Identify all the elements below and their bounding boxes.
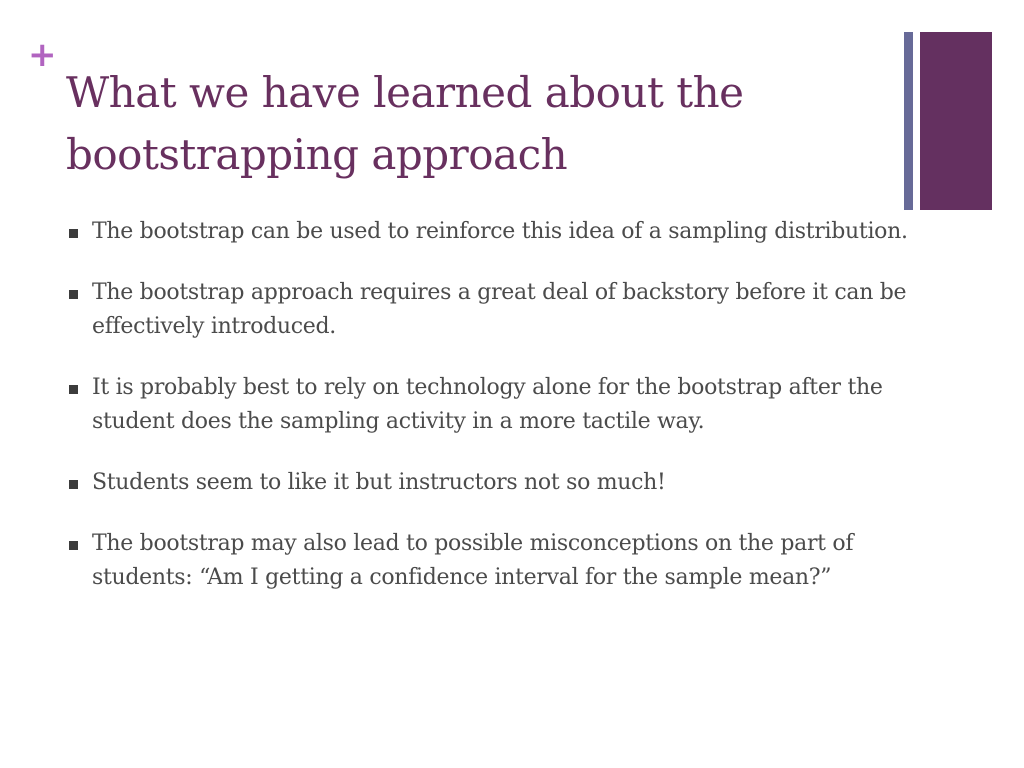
accent-bar-thick [920,32,992,210]
square-bullet-icon [69,541,78,550]
square-bullet-icon [69,229,78,238]
plus-decoration-icon: + [28,35,57,75]
square-bullet-icon [69,290,78,299]
bullet-item [66,371,926,439]
bullet-item [66,276,926,344]
bullet-text: The bootstrap can be used to reinforce this idea of a sampling distribution. [92,219,908,244]
bullet-text: It is probably best to rely on technology alone for the bootstrap after the student does the sampling activity in a more tactile way. [92,375,883,434]
bullet-item [66,527,926,595]
bullet-item [66,466,926,500]
bullet-list [66,215,926,622]
bullet-item [66,215,926,249]
slide-title: What we have learned about the bootstrapping approach [66,68,744,179]
square-bullet-icon [69,385,78,394]
square-bullet-icon [69,480,78,489]
bullet-text: The bootstrap approach requires a great deal of backstory before it can be effectively introduced. [92,280,907,339]
accent-bar-thin [904,32,913,210]
bullet-text: The bootstrap may also lead to possible misconceptions on the part of students: “Am I getting a confidence interval for the sample mean?” [92,531,854,590]
bullet-text: Students seem to like it but instructors not so much! [92,470,666,495]
